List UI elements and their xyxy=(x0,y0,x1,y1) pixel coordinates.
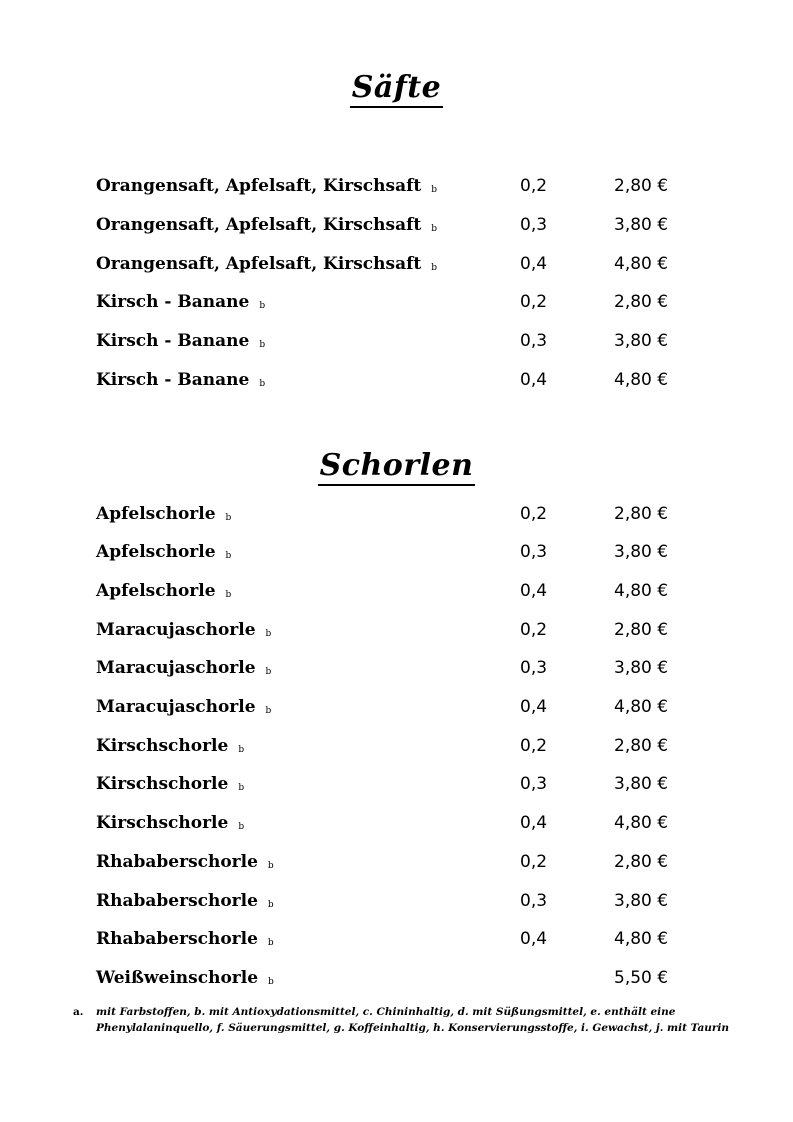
menu-item xyxy=(0,891,793,919)
item-size: 0,3 xyxy=(520,891,548,911)
menu-item xyxy=(0,542,793,570)
menu-item xyxy=(0,813,793,841)
item-name: Kirschschorle b xyxy=(96,774,245,794)
item-note: b xyxy=(238,822,245,832)
item-note: b xyxy=(238,745,245,755)
item-name: Rhababerschorle b xyxy=(96,929,274,949)
section-title-text: Schorlen xyxy=(318,448,476,486)
item-name: Kirschschorle b xyxy=(96,736,245,756)
menu-item xyxy=(0,658,793,686)
item-note: b xyxy=(265,667,272,677)
item-size: 0,2 xyxy=(520,176,548,196)
item-note: b xyxy=(259,379,266,389)
item-note: b xyxy=(225,551,232,561)
menu-item xyxy=(0,736,793,764)
menu-item xyxy=(0,968,793,996)
item-size: 0,2 xyxy=(520,504,548,524)
item-note: b xyxy=(267,938,274,948)
item-price: 4,80 € xyxy=(614,813,669,833)
menu-item xyxy=(0,697,793,725)
item-size: 0,3 xyxy=(520,215,548,235)
item-size: 0,4 xyxy=(520,370,548,390)
item-price: 3,80 € xyxy=(614,658,669,678)
item-price: 2,80 € xyxy=(614,620,669,640)
menu-item xyxy=(0,176,793,204)
item-size: 0,4 xyxy=(520,581,548,601)
menu-item xyxy=(0,774,793,802)
item-name: Kirsch - Banane b xyxy=(96,292,266,312)
item-size: 0,3 xyxy=(520,774,548,794)
item-size: 0,3 xyxy=(520,658,548,678)
item-note: b xyxy=(268,977,274,987)
menu-item xyxy=(0,620,793,648)
item-note: b xyxy=(259,340,266,350)
item-note: b xyxy=(265,706,272,716)
item-price: 2,80 € xyxy=(614,176,669,196)
item-size: 0,2 xyxy=(520,292,548,312)
menu-item xyxy=(0,370,793,398)
item-name: Orangensaft, Apfelsaft, Kirschsaft b xyxy=(96,254,438,274)
item-note: b xyxy=(431,224,438,234)
item-name: Rhababerschorle b xyxy=(96,852,274,872)
menu-item xyxy=(0,331,793,359)
item-note: b xyxy=(238,783,245,793)
item-name: Orangensaft, Apfelsaft, Kirschsaft b xyxy=(96,215,438,235)
menu-item xyxy=(0,504,793,532)
item-size: 0,4 xyxy=(520,929,548,949)
item-size: 0,2 xyxy=(520,736,548,756)
menu-item xyxy=(0,215,793,243)
item-size: 0,4 xyxy=(520,813,548,833)
item-size: 0,4 xyxy=(520,254,548,274)
item-price: 4,80 € xyxy=(614,581,669,601)
item-note: b xyxy=(259,301,266,311)
item-name: Kirschschorle b xyxy=(96,813,245,833)
menu-item xyxy=(0,852,793,880)
footnote-text: mit Farbstoffen, b. mit Antioxydationsmittel, c. Chininhaltig, d. mit Süßungsmittel, e. enthält eine Phenylalaninquello, f. Säuerungsmittel, g. Koffeinhaltig, h. Konservierungsstoffe, i. Gewachst, j. mit Taurin xyxy=(96,1006,730,1034)
item-note: b xyxy=(225,513,232,523)
item-price: 2,80 € xyxy=(614,852,669,872)
item-price: 5,50 € xyxy=(614,968,669,988)
item-name: Kirsch - Banane b xyxy=(96,370,266,390)
section-title-schorlen xyxy=(0,448,793,483)
section-title-text: Säfte xyxy=(350,70,443,108)
item-name: Rhababerschorle b xyxy=(96,891,274,911)
item-price: 3,80 € xyxy=(614,891,669,911)
item-size: 0,3 xyxy=(520,331,548,351)
item-price: 3,80 € xyxy=(614,774,669,794)
item-name: Maracujaschorle b xyxy=(96,658,272,678)
item-price: 4,80 € xyxy=(614,929,669,949)
item-price: 2,80 € xyxy=(614,292,669,312)
item-name: Maracujaschorle b xyxy=(96,697,272,717)
item-price: 2,80 € xyxy=(614,504,669,524)
item-name: Apfelschorle b xyxy=(96,542,232,562)
item-name: Maracujaschorle b xyxy=(96,620,272,640)
menu-item xyxy=(0,581,793,609)
item-price: 3,80 € xyxy=(614,215,669,235)
item-price: 2,80 € xyxy=(614,736,669,756)
item-price: 3,80 € xyxy=(614,331,669,351)
section-title-saefte xyxy=(0,70,793,105)
item-note: b xyxy=(431,185,438,195)
item-note: b xyxy=(225,590,232,600)
item-size: 0,4 xyxy=(520,697,548,717)
menu-item xyxy=(0,292,793,320)
item-size: 0,3 xyxy=(520,542,548,562)
item-size: 0,2 xyxy=(520,620,548,640)
item-price: 3,80 € xyxy=(614,542,669,562)
item-price: 4,80 € xyxy=(614,370,669,390)
item-note: b xyxy=(265,629,272,639)
item-name: Apfelschorle b xyxy=(96,504,232,524)
menu-item xyxy=(0,929,793,957)
item-note: b xyxy=(267,900,274,910)
item-name: Apfelschorle b xyxy=(96,581,232,601)
item-name: Orangensaft, Apfelsaft, Kirschsaft b xyxy=(96,176,438,196)
menu-item xyxy=(0,254,793,282)
item-price: 4,80 € xyxy=(614,697,669,717)
footnote-key: a. xyxy=(73,1006,84,1018)
item-name: Kirsch - Banane b xyxy=(96,331,266,351)
item-name: Weißweinschorle b xyxy=(96,968,274,988)
item-price: 4,80 € xyxy=(614,254,669,274)
item-note: b xyxy=(267,861,274,871)
item-note: b xyxy=(431,263,438,273)
item-size: 0,2 xyxy=(520,852,548,872)
